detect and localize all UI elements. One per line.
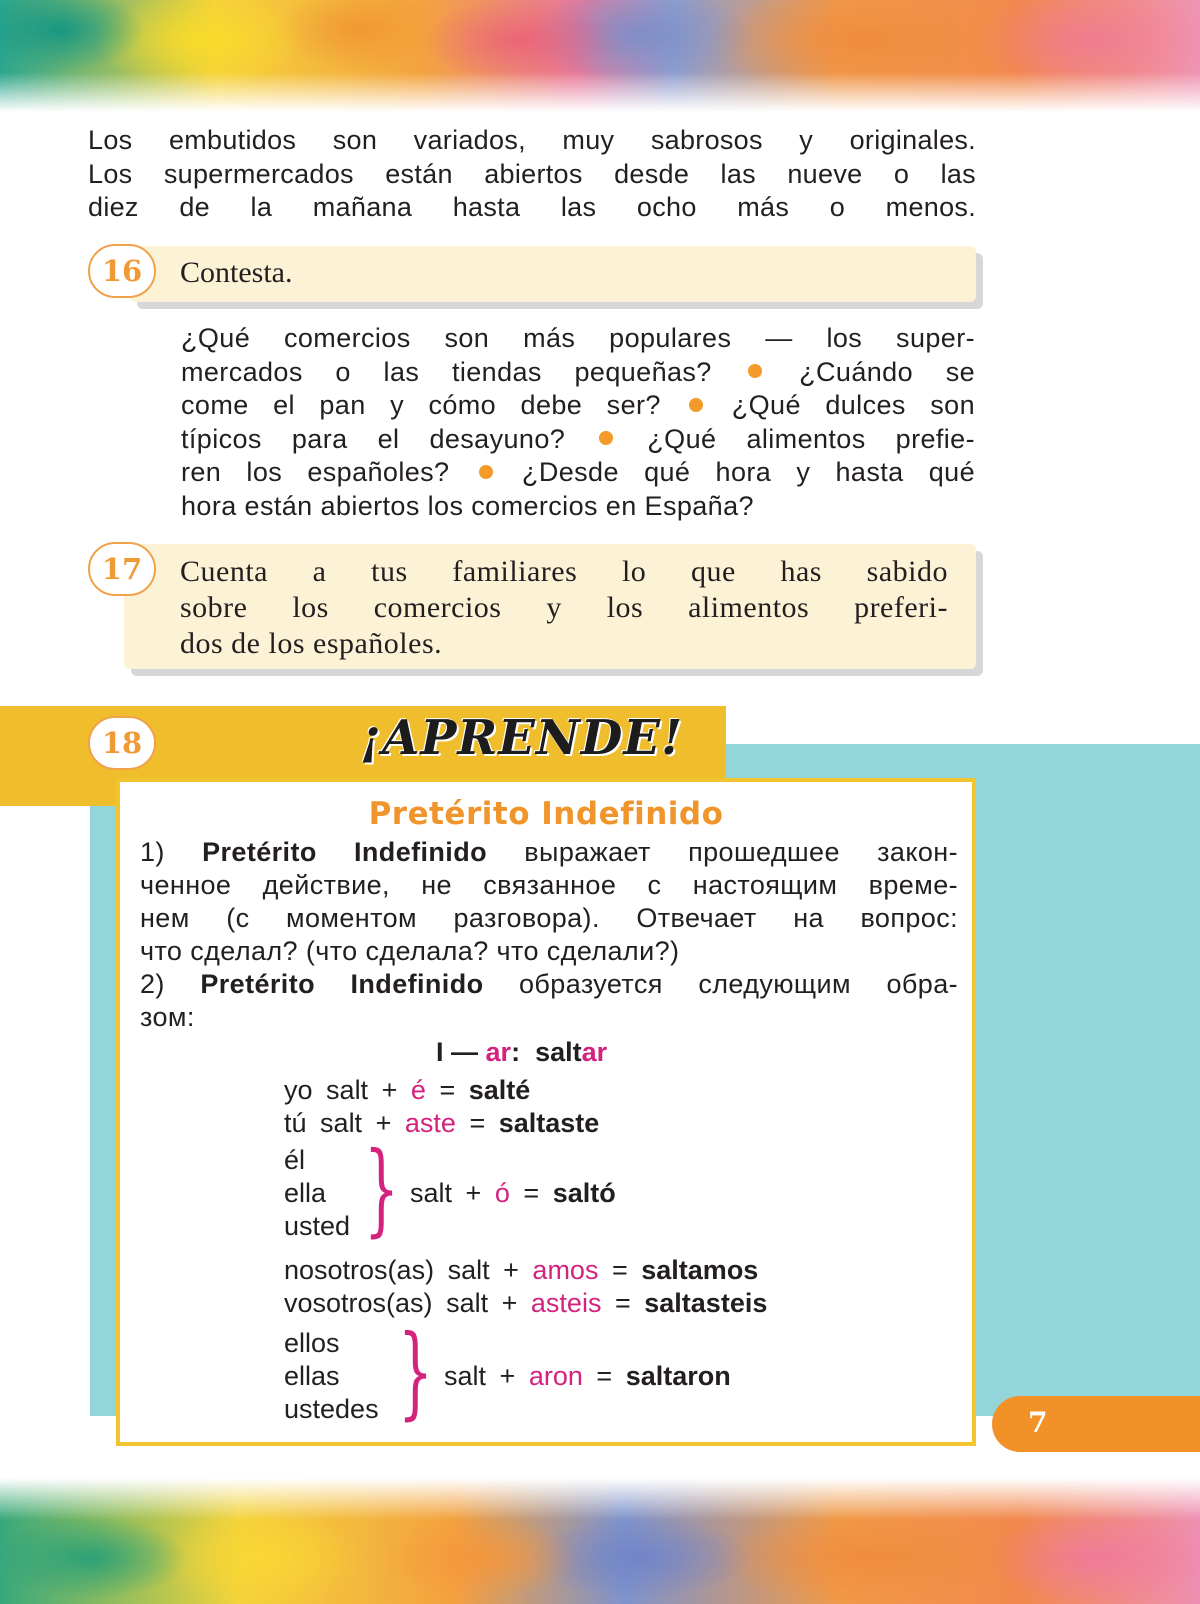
bullet-icon <box>748 364 762 378</box>
conjugation-row-3sg: salt + ó = saltó <box>410 1178 616 1208</box>
bullet-icon <box>479 465 493 479</box>
aprende-title: ¡APRENDE! <box>360 710 684 766</box>
conjugation-header: I — ar: saltar <box>436 1037 608 1067</box>
rule-heading: Pretérito Indefinido <box>368 796 724 832</box>
decorative-paint-band-top <box>0 0 1200 112</box>
intro-line-3: diez de la mañana hasta las ocho más o menos. <box>88 192 976 222</box>
curly-brace-icon: } <box>364 1130 399 1247</box>
exercise-number-18: 18 <box>88 716 156 770</box>
rule-line: ченное действие, не связанное с настоящим време- <box>140 870 958 900</box>
conjugation-row-vosotros: vosotros(as) salt + asteis = saltasteis <box>284 1288 768 1318</box>
bullet-icon <box>689 398 703 412</box>
rule-line: зом: <box>140 1002 195 1032</box>
exercise-16-instruction-box <box>130 246 976 302</box>
intro-paragraph <box>88 124 976 225</box>
conjugation-row-tu: tú salt + aste = saltaste <box>284 1108 600 1138</box>
conjugation-pronoun-group-3sg: él ella usted <box>284 1145 351 1241</box>
question-line: come el pan y cómo debe ser? ¿Qué dulces son <box>181 390 975 420</box>
question-line: ¿Qué comercios son más populares — los super- <box>181 323 975 353</box>
conjugation-row-nosotros: nosotros(as) salt + amos = saltamos <box>284 1255 759 1285</box>
exercise-17-line: dos de los españoles. <box>180 627 443 660</box>
exercise-16-instruction: Contesta. <box>180 256 293 289</box>
intro-line-2: Los supermercados están abiertos desde las nueve o las <box>88 158 976 189</box>
curly-brace-icon: } <box>398 1313 433 1430</box>
exercise-16-questions <box>181 322 975 523</box>
grammar-rule-card <box>116 778 976 1446</box>
question-line: hora están abiertos los comercios en España? <box>181 490 754 521</box>
exercise-number-17: 17 <box>88 542 156 596</box>
rule-line: 1) Pretérito Indefinido выражает прошедшее закон- <box>140 837 958 867</box>
conjugation-row-3pl: salt + aron = saltaron <box>444 1361 731 1391</box>
question-line: típicos para el desayuno? ¿Qué alimentos prefie- <box>181 423 975 454</box>
bullet-icon <box>599 431 613 445</box>
question-line: ren los españoles? ¿Desde qué hora y hasta qué <box>181 457 975 487</box>
conjugation-pronoun-group-3pl: ellos ellas ustedes <box>284 1328 379 1424</box>
intro-line-1: Los embutidos son variados, muy sabrosos y originales. <box>88 125 976 155</box>
rule-line: нем (с моментом разговора). Отвечает на вопрос: <box>140 903 958 933</box>
exercise-number-16: 16 <box>88 244 156 298</box>
exercise-17-line: Cuenta a tus familiares lo que has sabido <box>180 555 948 588</box>
conjugation-row-yo: yo salt + é = salté <box>284 1075 531 1105</box>
exercise-17-line: sobre los comercios y los alimentos preferi- <box>180 591 948 624</box>
rule-line: 2) Pretérito Indefinido образуется следующим обра- <box>140 969 958 999</box>
page-number: 7 <box>992 1396 1200 1452</box>
question-line: mercados o las tiendas pequeñas? ¿Cuándo se <box>181 356 976 387</box>
rule-line: что сделал? (что сделала? что сделали?) <box>140 936 680 966</box>
rule-explanation <box>140 836 958 1034</box>
decorative-paint-band-bottom <box>0 1478 1200 1604</box>
exercise-17-box <box>124 544 976 669</box>
